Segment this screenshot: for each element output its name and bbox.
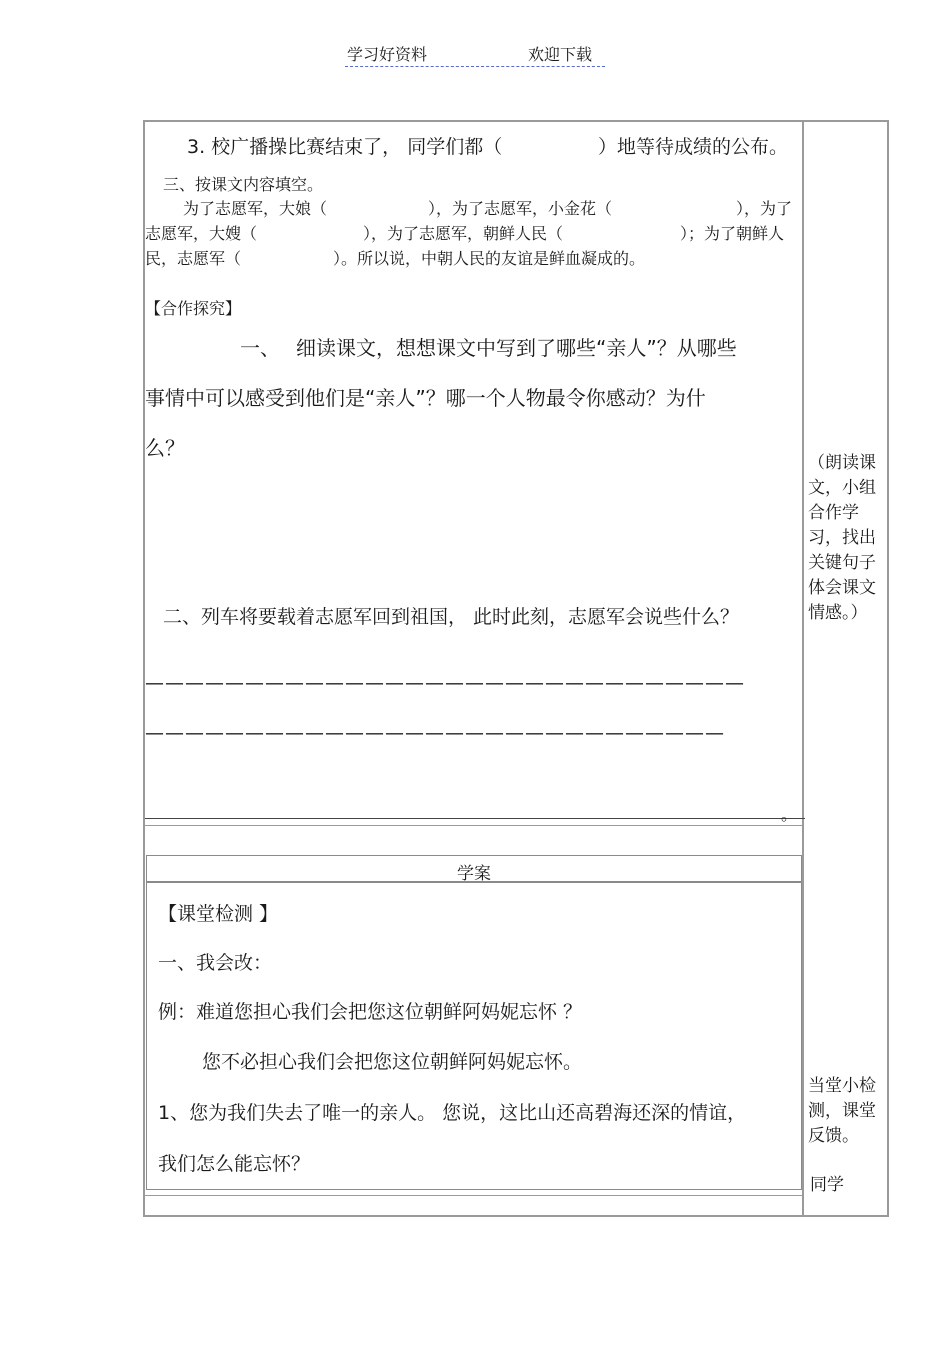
classroom-check-title: 【课堂检测 】 — [158, 903, 279, 925]
row-separator — [145, 825, 803, 826]
example-question: 例：难道您担心我们会把您这位朝鲜阿妈妮忘怀 ？ — [158, 1001, 583, 1023]
fill-line1-c: ），为了 — [736, 199, 793, 218]
fill-line1-a: 为了志愿军，大娘（ — [183, 199, 328, 218]
page-header — [345, 40, 605, 67]
coop-q2: 二、列车将要载着志愿军回到祖国， 此时此刻，志愿军会说些什么？ — [163, 606, 740, 628]
check-q1-line2: 我们怎么能忘怀？ — [158, 1153, 311, 1175]
q3-suffix: ）地等待成绩的公布。 — [598, 136, 789, 158]
cooperative-title: 【合作探究】 — [145, 299, 242, 318]
side-note-reading: （朗读课文，小组合作学习，找出关键句子体会课文情感。） — [808, 453, 876, 623]
header-right-text: 欢迎下载 — [528, 45, 593, 64]
q3-prefix: 3. 校广播操比赛结束了， 同学们都（ — [187, 136, 503, 158]
fill-line3-b: ）。所以说，中朝人民的友谊是鲜血凝成的。 — [333, 249, 646, 268]
fill-line3-a: 民，志愿军（ — [145, 249, 242, 268]
answer-dash-line-1: —————————————————————————————— — [145, 672, 745, 694]
fill-line2-a: 志愿军，大嫂（ — [145, 224, 258, 243]
check-q1-line1: 1、您为我们失去了唯一的亲人。 您说，这比山还高碧海还深的情谊， — [158, 1102, 747, 1124]
section3-title: 三、按课文内容填空。 — [163, 175, 324, 194]
study-plan-label: 学案 — [457, 864, 491, 884]
side-note-classmates: 同学 — [810, 1175, 844, 1195]
header-left-text: 学习好资料 — [347, 45, 428, 64]
side-note-check: 当堂小检测，课堂反馈。 — [808, 1076, 876, 1146]
fill-line1-b: ），为了志愿军，小金花（ — [428, 199, 613, 218]
coop-q1-line3: 么？ — [145, 436, 185, 460]
answer-dash-line-2: ————————————————————————————— — [145, 722, 725, 744]
fill-line2-b: ），为了志愿军，朝鲜人民（ — [363, 224, 564, 243]
column-divider — [802, 120, 804, 1217]
coop-q1-line1: 细读课文，想想课文中写到了哪些“亲人”？从哪些 — [296, 336, 737, 360]
bottom-separator — [145, 1195, 803, 1196]
answer-end-mark: 。 — [781, 805, 798, 824]
example-answer: 您不必担心我们会把您这位朝鲜阿妈妮忘怀。 — [202, 1051, 583, 1073]
coop-q1-number: 一、 — [240, 336, 280, 360]
study-plan-content-box — [146, 882, 802, 1190]
fill-line2-c: ）；为了朝鲜人 — [680, 224, 785, 243]
answer-underline — [145, 818, 805, 819]
check-item-1: 一、我会改： — [158, 952, 273, 974]
coop-q1-line2: 事情中可以感受到他们是“亲人”？哪一个人物最令你感动？为什 — [145, 386, 706, 410]
